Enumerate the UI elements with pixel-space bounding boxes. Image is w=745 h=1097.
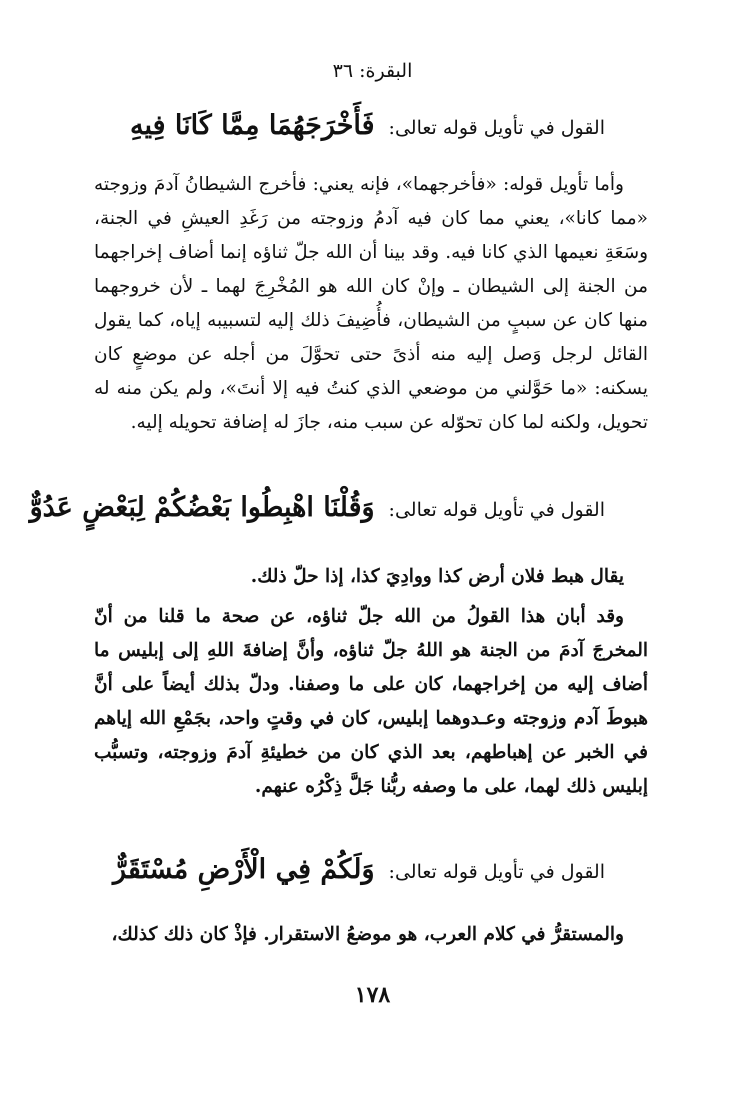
heading-intro: القول في تأويل قوله تعالى: <box>388 861 605 883</box>
quranic-verse: وَقُلْنَا اهْبِطُوا بَعْضُكُمْ لِبَعْضٍ عَدُوٌّ <box>29 492 375 523</box>
body-paragraph: وقد أبان هذا القولُ من الله جلّ ثناؤه، عن صحة ما قلنا من أنّ المخرجَ آدمَ من الجنة هو اللهُ جلّ ثناؤه، وأنَّ إضافةَ اللهِ إلى إبليس ما أضاف إليه من إخراجهما، كان على ما وصفنا. ودلّ بذلك أيضاً على أنَّ هبوطَ آدم وزوجته وعـدوهما إبليس، كان في وقتٍ واحد، بجَمْعِ الله إياهم في الخبر عن إهباطهم، بعد الذي كان من خطيئةِ آدمَ وزوجته، وتسبُّب إبليس ذلك لهما، على ما وصفه ربُّنا جَلَّ ذِكْرُه عنهم. <box>94 606 648 797</box>
quranic-verse: فَأَخْرَجَهُمَا مِمَّا كَانَا فِيهِ <box>130 110 375 141</box>
body-paragraph: وأما تأويل قوله: «فأخرجهما»، فإنه يعني: فأخرج الشيطانُ آدمَ وزوجته «مما كانا»، يعني مما كان فيه آدمُ وزوجته من رَغَدِ العيشِ في الجنة، وسَعَةِ نعيمها الذي كانا فيه. وقد بينا أن الله جلّ ثناؤه إنما أضاف إخراجهما من الجنة إلى الشيطان ـ وإنْ كان الله هو المُخْرِجَ لهما ـ لأن خروجهما منها كان عن سببٍ من الشيطان، فأُضِيفَ ذلك إليه لتسبيبه إياه، كما يقول القائل لرجل وَصل إليه منه أذىً حتى تحوَّلَ من أجله عن موضعٍ كان يسكنه: «ما حَوَّلني من موضعي الذي كنتُ فيه إلا أنتَ»، ولم يكن منه له تحويل، ولكنه لما كان تحوّله عن سبب منه، جازَ له إضافة تحويله إليه. <box>94 174 648 433</box>
heading-intro: القول في تأويل قوله تعالى: <box>388 117 605 139</box>
heading-intro: القول في تأويل قوله تعالى: <box>388 499 605 521</box>
section-heading <box>100 852 605 887</box>
body-paragraph: والمستقرُّ في كلام العرب، هو موضعُ الاستقرار. فإذْ كان ذلك كذلك، <box>111 924 624 945</box>
page-number: ١٧٨ <box>354 982 391 1008</box>
quranic-verse: وَلَكُمْ فِي الْأَرْضِ مُسْتَقَرٌّ <box>112 854 375 885</box>
body-paragraph: يقال هبط فلان أرض كذا ووادِيَ كذا، إذا حلّ ذلك. <box>250 566 624 587</box>
section-heading <box>29 490 605 525</box>
running-head: البقرة: ٣٦ <box>332 60 413 82</box>
section-heading <box>100 108 605 143</box>
